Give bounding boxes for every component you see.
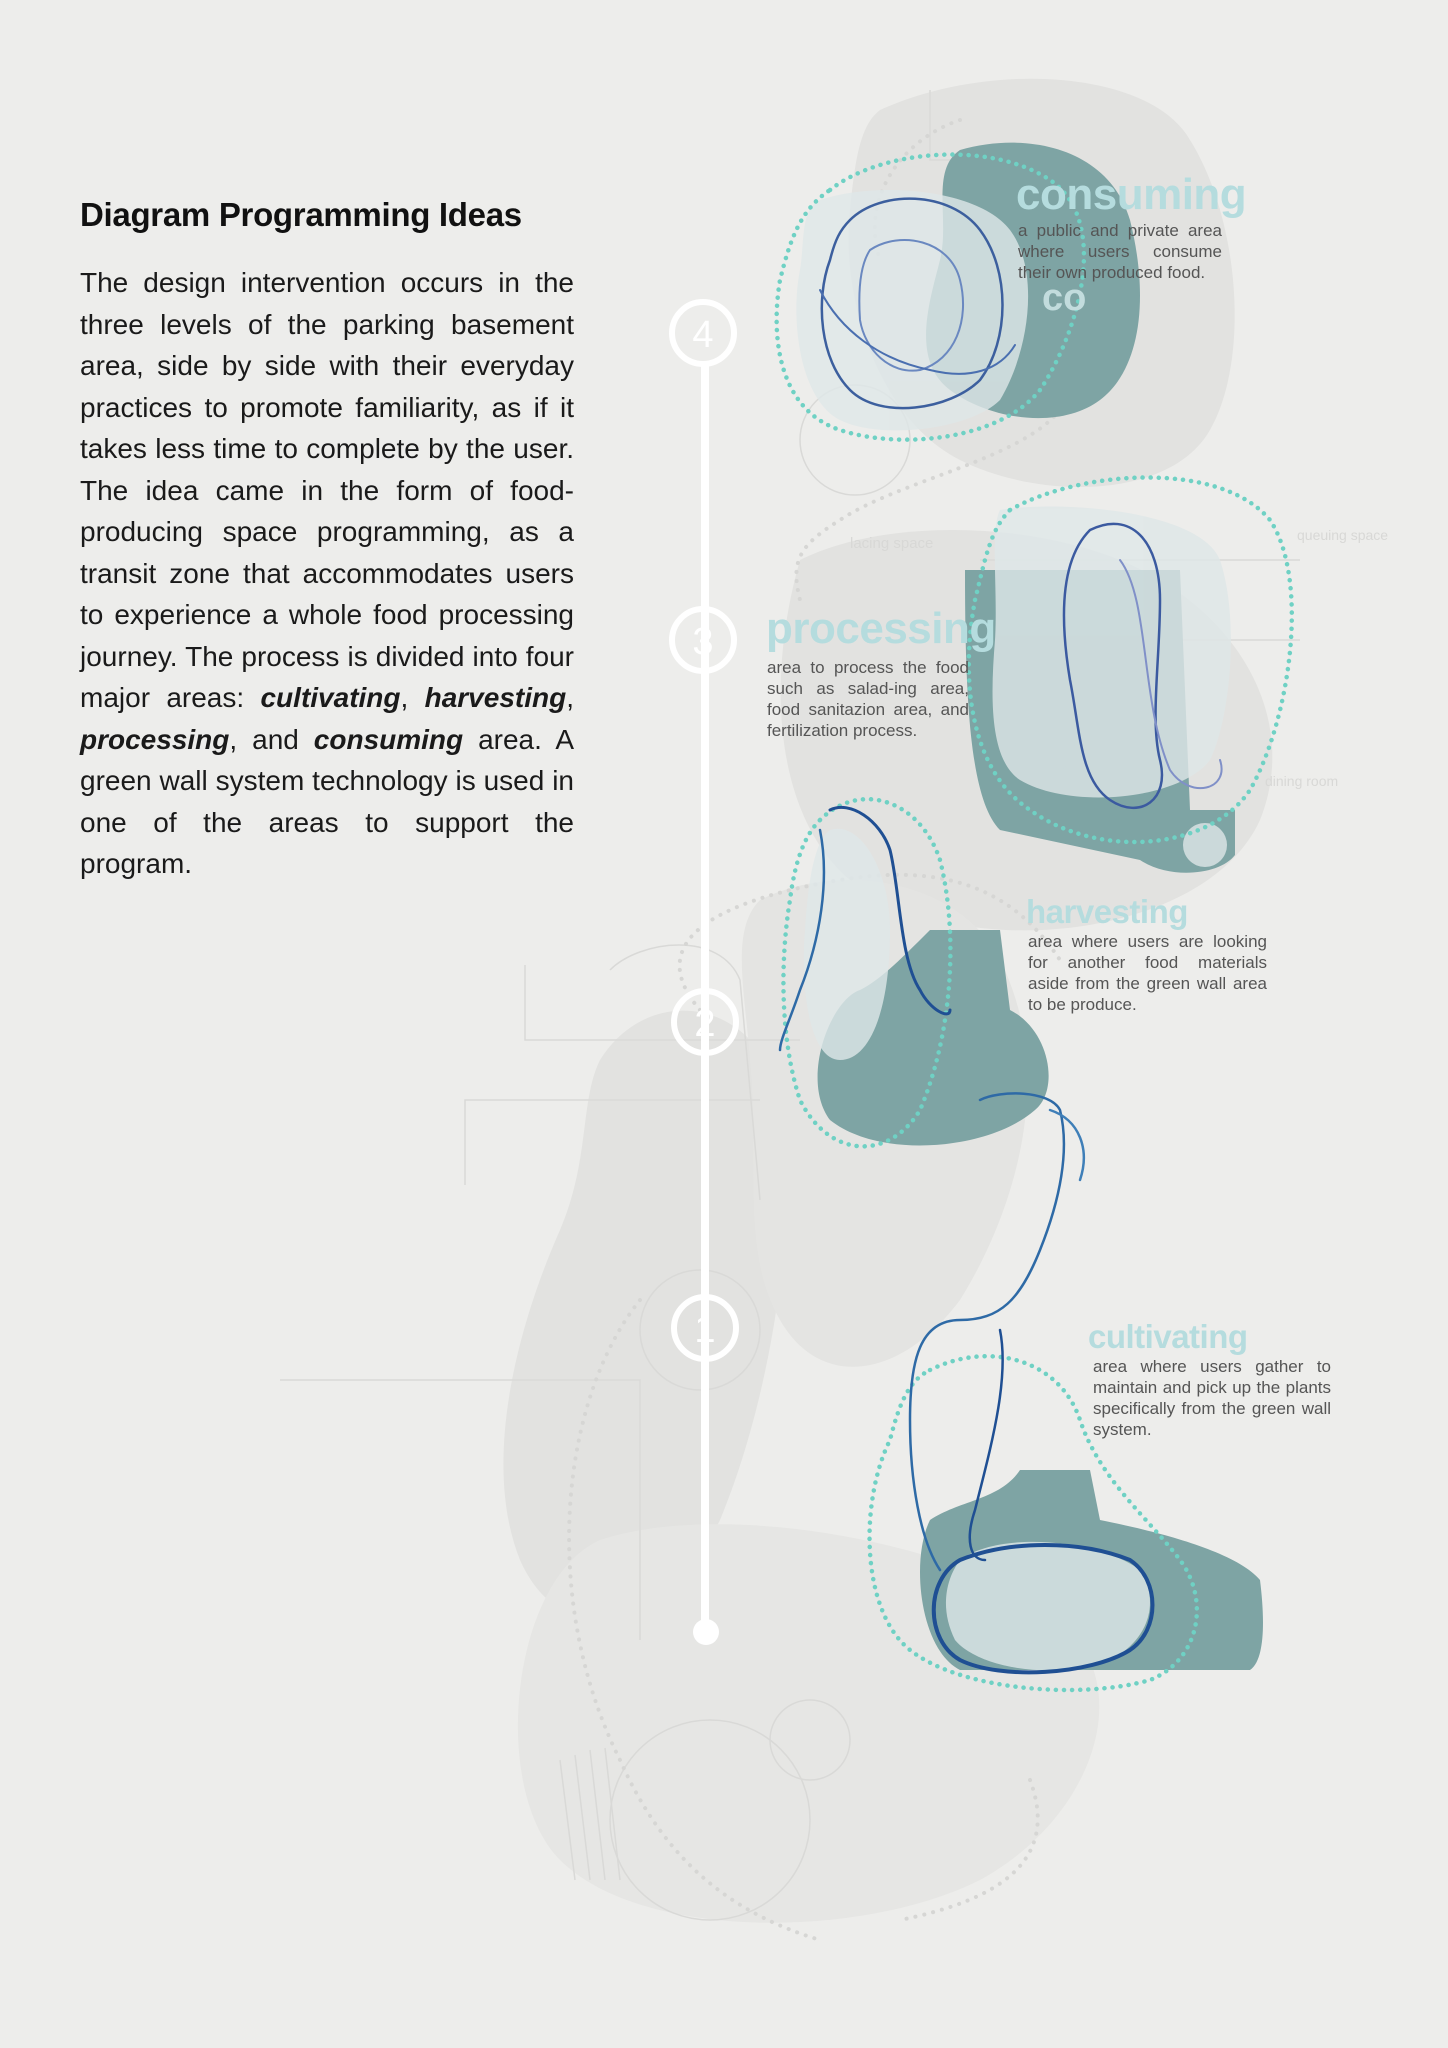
queuing-space-label: queuing space xyxy=(1297,527,1389,543)
lacing-space-label: lacing space xyxy=(850,535,934,552)
stage-title-consuming: consuming xyxy=(1016,170,1247,219)
cultivating-overlay xyxy=(946,1542,1150,1671)
intro-separator: , xyxy=(566,682,574,713)
timeline-end-dot xyxy=(693,1619,719,1645)
intro-paragraph xyxy=(80,262,574,885)
plan-circle-light xyxy=(1132,642,1168,678)
stage-description-processing: area to process the food such as salad-ing area, food sanitazion area, and fertilization process. xyxy=(767,658,969,740)
timeline-number-3: 3 xyxy=(692,621,714,663)
timeline-number-4: 4 xyxy=(692,314,714,356)
intro-text-part-2: area. A green wall system technology is used in one of the areas to support the program. xyxy=(80,723,574,879)
intro-separator: , and xyxy=(229,723,314,755)
area-cultivating: cultivating xyxy=(260,682,401,713)
cultivating-lines-2 xyxy=(1050,1110,1084,1180)
stage-description-harvesting: area where users are looking for another food materials aside from the green wall area to be produce. xyxy=(1028,932,1267,1014)
stage-title-cultivating: cultivating xyxy=(1088,1318,1248,1355)
area-consuming: consuming xyxy=(313,723,464,755)
timeline-number-1: 1 xyxy=(694,1309,716,1351)
stage-description-consuming: a public and private area where users consume their own produced food. xyxy=(1018,221,1222,282)
intro-separator: , xyxy=(400,682,425,713)
consuming-echo-label: co xyxy=(1042,277,1087,319)
stage-title-processing: processing xyxy=(766,604,996,653)
plan-circle-light xyxy=(1015,715,1075,775)
area-processing: processing xyxy=(80,723,230,755)
stage-title-harvesting: harvesting xyxy=(1026,893,1188,930)
plan-circle-light xyxy=(1166,576,1214,624)
intro-text-part-1: The design intervention occurs in the three levels of the parking basement area, side by side with their everyday practices to promote familiarity, as if it takes less time to complete by the user. The idea came in the form of food-producing space programming, as a transit zone that accommodates users to experience a whole food processing journey. The process is divided into four major areas: xyxy=(80,267,574,713)
dining-room-label: dining room xyxy=(1265,773,1339,789)
page-title: Diagram Programming Ideas xyxy=(80,196,522,233)
plan-circle-light xyxy=(1183,823,1227,867)
timeline-number-2: 2 xyxy=(694,1003,716,1045)
stage-description-cultivating: area where users gather to maintain and pick up the plants specifically from the green wall system. xyxy=(1093,1357,1331,1439)
area-harvesting: harvesting xyxy=(424,682,567,713)
